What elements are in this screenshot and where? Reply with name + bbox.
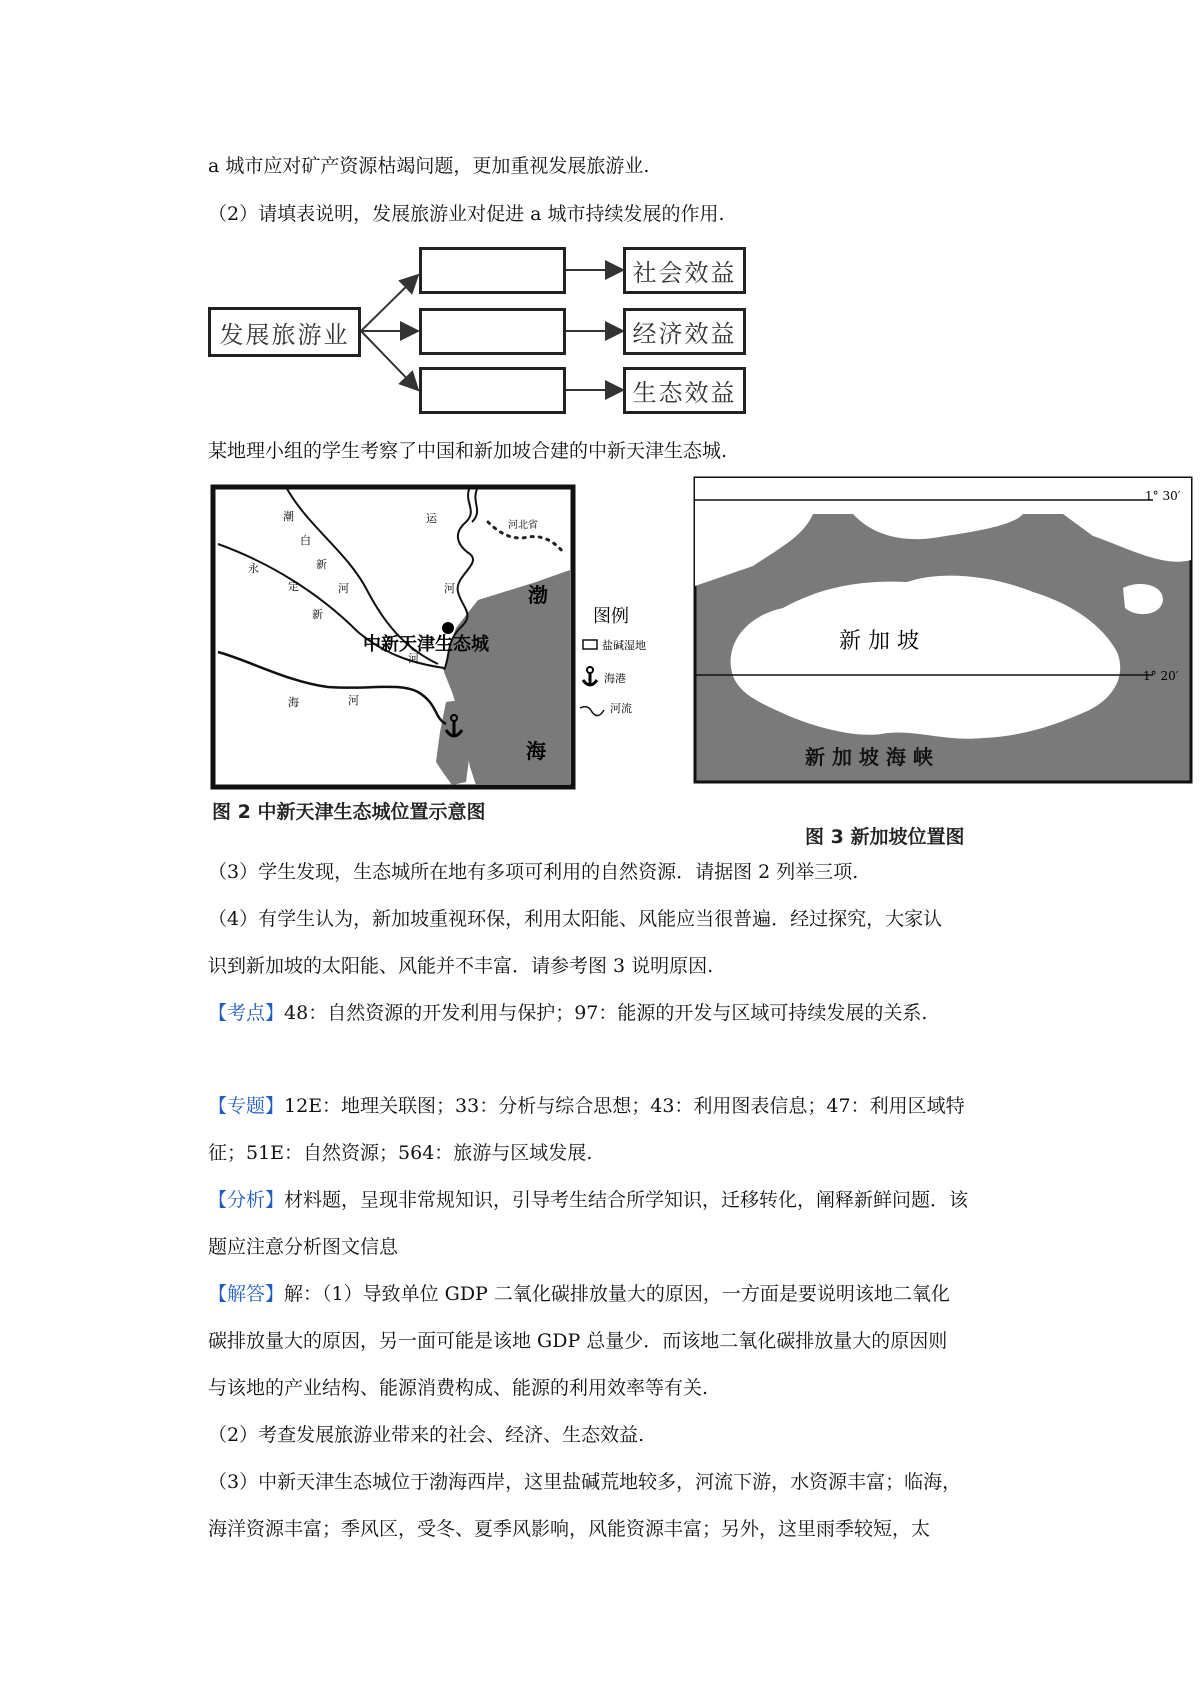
svg-text:河: 河 [348, 694, 359, 707]
answer-line: 碳排放量大的原因，另一面可能是该地 GDP 总量少．而该地二氧化碳排放量大的原因则 [208, 1330, 948, 1352]
svg-text:河: 河 [444, 582, 455, 595]
fenxi-tag: 【分析】 [208, 1189, 285, 1211]
map-singapore [693, 476, 1193, 786]
zhuanti-line: 【专题】12E：地理关联图；33：分析与综合思想；43：利用图表信息；47：利用区域特 [208, 1095, 965, 1117]
flow-blank-box [419, 367, 566, 414]
fig3-caption: 图 3 新加坡位置图 [805, 826, 965, 848]
latitude-label: 1° 30′ [1145, 489, 1181, 503]
fig2-caption: 图 2 中新天津生态城位置示意图 [212, 801, 486, 823]
kaodian-tag: 【考点】 [208, 1002, 285, 1024]
flow-target-box: 社会效益 [623, 247, 746, 294]
hai-label: 海 [526, 739, 546, 763]
flow-target-box: 经济效益 [623, 308, 746, 355]
city-label: 中新天津生态城 [363, 634, 489, 655]
svg-text:新: 新 [312, 608, 323, 621]
flow-blank-box [419, 247, 566, 294]
svg-text:河: 河 [408, 652, 419, 665]
jieda-tag: 【解答】 [208, 1283, 285, 1305]
intro-text: 某地理小组的学生考察了中国和新加坡合建的中新天津生态城. [208, 440, 728, 462]
question-3: （3）学生发现，生态城所在地有多项可利用的自然资源．请据图 2 列举三项. [208, 861, 859, 883]
svg-text:海: 海 [288, 696, 299, 709]
zhuanti-tag: 【专题】 [208, 1095, 285, 1117]
svg-text:定: 定 [288, 580, 299, 593]
svg-text:河: 河 [338, 582, 349, 595]
svg-text:河流: 河流 [610, 702, 632, 715]
svg-text:盐碱湿地: 盐碱湿地 [602, 639, 646, 652]
answer-line: （3）中新天津生态城位于渤海西岸，这里盐碱荒地较多，河流下游，水资源丰富；临海， [208, 1471, 962, 1493]
question-2: （2）请填表说明，发展旅游业对促进 a 城市持续发展的作用. [208, 203, 725, 225]
flow-source-box: 发展旅游业 [208, 307, 361, 357]
svg-text:潮: 潮 [283, 510, 294, 523]
fenxi-cont: 题应注意分析图文信息 [208, 1236, 399, 1258]
latitude-label: 1° 20′ [1143, 669, 1179, 683]
fenxi-line: 【分析】材料题，呈现非常规知识，引导考生结合所学知识，迁移转化，阐释新鲜问题．该 [208, 1189, 969, 1211]
svg-text:新: 新 [316, 558, 327, 571]
svg-text:运: 运 [426, 512, 437, 525]
legend-title: 图例 [593, 606, 629, 627]
bo-label: 渤 [528, 583, 548, 607]
svg-text:永: 永 [248, 562, 259, 575]
flow-blank-box [419, 308, 566, 355]
text-line: a 城市应对矿产资源枯竭问题，更加重视发展旅游业. [208, 155, 650, 177]
jieda-line: 【解答】解：（1）导致单位 GDP 二氧化碳排放量大的原因，一方面是要说明该地二氧化 [208, 1283, 950, 1305]
zhuanti-cont: 征；51E：自然资源；564：旅游与区域发展. [208, 1142, 593, 1164]
answer-line: （2）考查发展旅游业带来的社会、经济、生态效益. [208, 1424, 645, 1446]
flow-diagram-arrows [0, 0, 1200, 430]
svg-text:白: 白 [300, 534, 311, 547]
map-tianjin-eco-city [208, 482, 670, 812]
kaodian-line: 【考点】48：自然资源的开发利用与保护；97：能源的开发与区域可持续发展的关系. [208, 1002, 928, 1024]
flow-target-box: 生态效益 [623, 367, 746, 414]
strait-label: 新 加 坡 海 峡 [805, 745, 933, 769]
island-label: 新 加 坡 [839, 629, 919, 654]
question-4: （4）有学生认为，新加坡重视环保，利用太阳能、风能应当很普遍．经过探究，大家认 [208, 908, 943, 930]
answer-line: 海洋资源丰富；季风区，受冬、夏季风影响，风能资源丰富；另外，这里雨季较短，太 [208, 1518, 931, 1540]
answer-line: 与该地的产业结构、能源消费构成、能源的利用效率等有关. [208, 1377, 709, 1399]
hebei-label: 河北省 [508, 520, 538, 531]
question-4-cont: 识到新加坡的太阳能、风能并不丰富．请参考图 3 说明原因. [208, 955, 714, 977]
svg-text:海港: 海港 [604, 672, 626, 685]
